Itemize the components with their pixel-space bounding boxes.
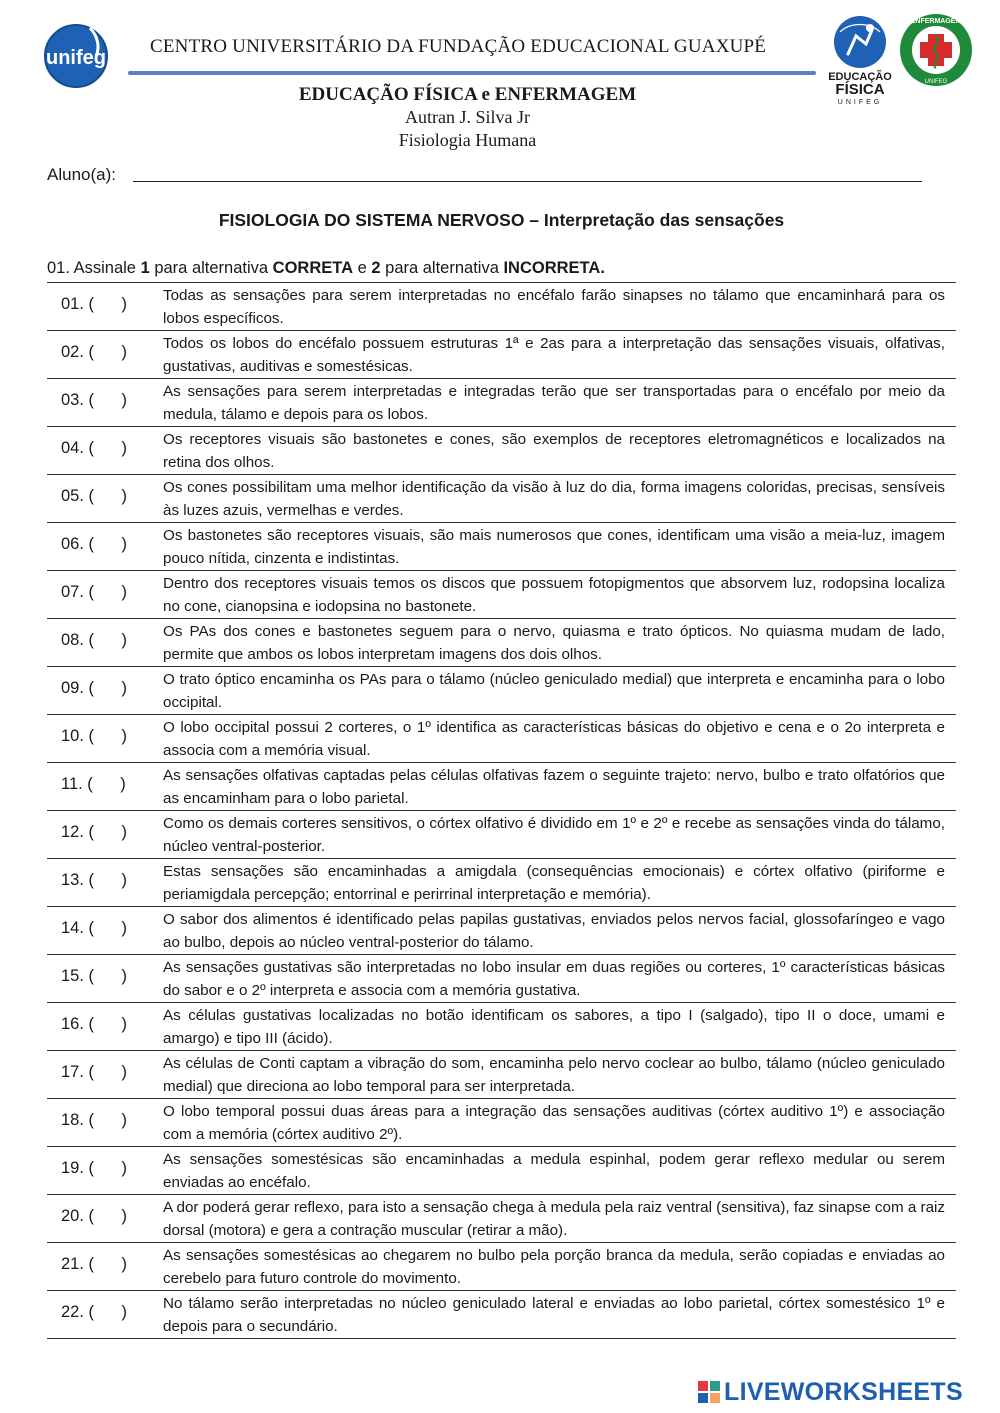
question-row <box>47 955 956 1003</box>
question-row <box>47 475 956 523</box>
question-row <box>47 523 956 571</box>
instruction-incorrect: INCORRETA. <box>503 259 605 277</box>
question-text: O trato óptico encaminha os PAs para o tálamo (núcleo geniculado medial) que interpreta e encaminha para o lobo occipital. <box>163 671 945 711</box>
student-name-line[interactable] <box>133 181 922 182</box>
question-text: As sensações para serem interpretadas e integradas terão que ser transportadas para o encéfalo por meio da medula, tálamo e depois para os lobos. <box>163 383 945 423</box>
instruction-one: 1 <box>140 259 150 277</box>
question-row <box>47 1147 956 1195</box>
question-text: As células de Conti captam a vibração do som, encaminha pelo nervo coclear ao bulbo, tálamo (núcleo geniculado medial) que direciona ao lobo temporal para ser interpretada. <box>163 1055 945 1095</box>
question-text: As sensações somestésicas são encaminhadas a medula espinhal, podem gerar reflexo medular ou serem enviadas ao encéfalo. <box>163 1151 945 1191</box>
answer-blank[interactable]: 14. ( ) <box>61 919 128 937</box>
institution-name: CENTRO UNIVERSITÁRIO DA FUNDAÇÃO EDUCACIONAL GUAXUPÉ <box>150 36 767 57</box>
question-row <box>47 1099 956 1147</box>
answer-blank[interactable]: 12. ( ) <box>61 823 128 841</box>
question-row <box>47 331 956 379</box>
question-row <box>47 811 956 859</box>
instruction <box>47 259 605 278</box>
question-text: O lobo temporal possui duas áreas para a integração das sensações auditivas (córtex auditivo 1º) e associação com a memória (córtex auditivo 2º). <box>163 1103 945 1143</box>
question-text: O sabor dos alimentos é identificado pelas papilas gustativas, enviados pelos nervos facial, glossofaríngeo e vago ao bulbo, depois ao núcleo ventral-posterior do tálamo. <box>163 911 945 951</box>
answer-blank[interactable]: 10. ( ) <box>61 727 128 745</box>
answer-blank[interactable]: 19. ( ) <box>61 1159 128 1177</box>
question-text: Estas sensações são encaminhadas a amigdala (consequências emocionais) e córtex olfativo (piriforme e periamigdala percepção; entorrinal e perirrinal interpretação e memória). <box>163 863 945 903</box>
instruction-correct: CORRETA <box>272 259 354 277</box>
answer-blank[interactable]: 21. ( ) <box>61 1255 128 1273</box>
question-text: As sensações olfativas captadas pelas células olfativas fazem o seguinte trajeto: nervo, bulbo e trato olfatórios que as encaminham para o lobo parietal. <box>163 767 945 807</box>
course-title: EDUCAÇÃO FÍSICA e ENFERMAGEM <box>298 84 637 105</box>
question-row <box>47 715 956 763</box>
answer-blank[interactable]: 05. ( ) <box>61 487 128 505</box>
question-row <box>47 1291 956 1339</box>
answer-blank[interactable]: 04. ( ) <box>61 439 128 457</box>
answer-blank[interactable]: 13. ( ) <box>61 871 128 889</box>
question-row <box>47 283 956 331</box>
enf-logo-sub: UNIFEG <box>924 79 948 85</box>
question-text: As sensações gustativas são interpretadas no lobo insular em duas regiões ou corteres, 1º características básicas do sabor e o 2º interpreta e associa com a memória gustativa. <box>163 959 945 999</box>
question-text: Os PAs dos cones e bastonetes seguem para o nervo, quiasma e trato ópticos. No quiasma mudam de lado, permite que ambos os lobos interpretam imagens dos dois olhos. <box>163 623 945 663</box>
question-text: O lobo occipital possui 2 corteres, o 1º identifica as características básicas do objetivo e cena e o 2o interpreta e associa com a memória visual. <box>163 719 945 759</box>
worksheet-title: FISIOLOGIA DO SISTEMA NERVOSO – Interpretação das sensações <box>218 210 785 230</box>
question-row <box>47 667 956 715</box>
answer-blank[interactable]: 02. ( ) <box>61 343 128 361</box>
instruction-mid1: para alternativa <box>149 259 273 277</box>
question-text: Os receptores visuais são bastonetes e cones, são exemplos de receptores eletromagnéticos e localizados na retina dos olhos. <box>163 431 945 471</box>
question-row <box>47 619 956 667</box>
answer-blank[interactable]: 16. ( ) <box>61 1015 128 1033</box>
liveworksheets-icon <box>698 1381 720 1403</box>
answer-blank[interactable]: 11. ( ) <box>61 775 126 793</box>
question-row <box>47 1243 956 1291</box>
answer-blank[interactable]: 07. ( ) <box>61 583 128 601</box>
ef-logo-line3: UNIFEG <box>837 99 883 106</box>
answer-blank[interactable]: 18. ( ) <box>61 1111 128 1129</box>
question-text: Os cones possibilitam uma melhor identificação da visão à luz do dia, forma imagens coloridas, precisas, sensíveis às luzes azuis, vermelhas e verdes. <box>163 479 945 519</box>
questions-table <box>47 282 956 1339</box>
instruction-mid3: para alternativa <box>380 259 504 277</box>
unifeg-logo <box>38 22 116 88</box>
instruction-prefix: 01. Assinale <box>47 259 141 277</box>
question-row <box>47 907 956 955</box>
enfermagem-logo <box>898 12 974 88</box>
enf-logo-text: ENFERMAGEM <box>910 18 962 25</box>
liveworksheets-text: LIVEWORKSHEETS <box>724 1378 963 1406</box>
answer-blank[interactable]: 22. ( ) <box>61 1303 128 1321</box>
question-text: A dor poderá gerar reflexo, para isto a sensação chega à medula pela raiz ventral (sensitiva), faz sinapse com a raiz dorsal (motora) e gera a contração muscular (retirar a mão). <box>163 1199 945 1239</box>
question-row <box>47 571 956 619</box>
answer-blank[interactable]: 20. ( ) <box>61 1207 128 1225</box>
question-row <box>47 427 956 475</box>
ef-logo-line1: EDUCAÇÃO <box>828 71 892 83</box>
question-text: Os bastonetes são receptores visuais, são mais numerosos que cones, identificam uma visão a meia-luz, imagem pouco nítida, cinzenta e indistintas. <box>163 527 945 567</box>
question-row <box>47 379 956 427</box>
answer-blank[interactable]: 06. ( ) <box>61 535 128 553</box>
question-text: Todos os lobos do encéfalo possuem estruturas 1ª e 2as para a interpretação das sensações visuais, olfativas, gustativas, auditivas e somestésicas. <box>163 335 945 375</box>
unifeg-logo-text: unifeg <box>46 47 106 69</box>
question-row <box>47 1051 956 1099</box>
question-text: Dentro dos receptores visuais temos os discos que possuem fotopigmentos que absorvem luz, rodopsina localiza no cone, cianopsina e iodopsina no bastonete. <box>163 575 945 615</box>
question-row <box>47 1195 956 1243</box>
instruction-mid2: e <box>353 259 372 277</box>
answer-blank[interactable]: 08. ( ) <box>61 631 128 649</box>
question-text: As sensações somestésicas ao chegarem no bulbo pela porção branca da medula, serão copiadas e enviadas ao cerebelo para futuro controle do movimento. <box>163 1247 945 1287</box>
instruction-two: 2 <box>371 259 381 277</box>
question-text: As células gustativas localizadas no botão identificam os sabores, a tipo I (salgado), tipo II o doce, umami e amargo) e tipo III (ácido). <box>163 1007 945 1047</box>
answer-blank[interactable]: 15. ( ) <box>61 967 128 985</box>
answer-blank[interactable]: 17. ( ) <box>61 1063 128 1081</box>
ef-logo-line2: FÍSICA <box>835 81 885 98</box>
author-name: Autran J. Silva Jr <box>405 107 530 127</box>
question-row <box>47 1003 956 1051</box>
question-row <box>47 859 956 907</box>
question-row <box>47 763 956 811</box>
subject-name: Fisiologia Humana <box>398 130 537 150</box>
answer-blank[interactable]: 09. ( ) <box>61 679 128 697</box>
question-text: No tálamo serão interpretadas no núcleo geniculado lateral e enviadas ao lobo parietal, córtex somestésico 1º e depois para o secundário. <box>163 1295 945 1335</box>
question-text: Todas as sensações para serem interpretadas no encéfalo farão sinapses no tálamo que encaminhará para os lobos específicos. <box>163 287 945 327</box>
header-divider <box>128 71 816 75</box>
question-text: Como os demais corteres sensitivos, o córtex olfativo é dividido em 1º e 2º e recebe as sensações vinda do tálamo, núcleo ventral-posterior. <box>163 815 945 855</box>
answer-blank[interactable]: 03. ( ) <box>61 391 128 409</box>
answer-blank[interactable]: 01. ( ) <box>61 295 128 313</box>
student-label: Aluno(a): <box>47 165 116 184</box>
